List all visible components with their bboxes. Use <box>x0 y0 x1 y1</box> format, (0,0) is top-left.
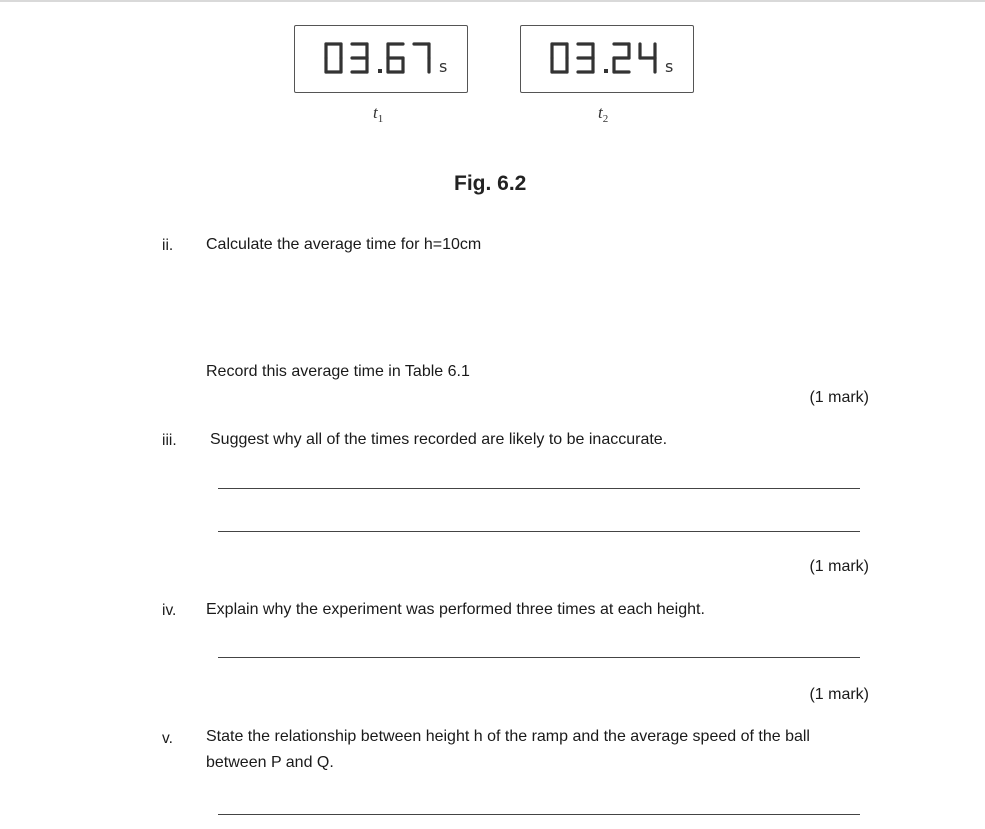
marks-iv: (1 mark) <box>809 686 869 703</box>
display-digit <box>614 44 629 72</box>
display-digit <box>378 69 382 73</box>
question-number-ii: ii. <box>162 237 174 254</box>
display-unit: s <box>439 57 448 76</box>
question-number-iv: iv. <box>162 602 177 619</box>
question-number-iii: iii. <box>162 432 177 449</box>
answer-line[interactable] <box>218 657 860 658</box>
display-digits-t1 <box>295 26 469 94</box>
label-t2 <box>598 103 608 125</box>
figure-caption: Fig. 6.2 <box>454 172 527 195</box>
display-digit <box>640 44 655 72</box>
page-top-border <box>0 0 985 2</box>
display-digit <box>604 69 608 73</box>
answer-line[interactable] <box>218 488 860 489</box>
display-digit <box>552 44 567 72</box>
display-digit <box>326 44 341 72</box>
question-text-iv: Explain why the experiment was performed three times at each height. <box>206 601 705 618</box>
question-number-v: v. <box>162 730 173 747</box>
label-t1-sub: 1 <box>377 113 384 125</box>
display-digit <box>414 44 429 72</box>
display-digit <box>578 44 593 72</box>
marks-ii: (1 mark) <box>809 389 869 406</box>
marks-iii: (1 mark) <box>809 558 869 575</box>
display-unit: s <box>665 57 674 76</box>
question-text-ii: Calculate the average time for h=10cm <box>206 236 482 253</box>
stopwatch-display-t1 <box>294 25 468 93</box>
display-digit <box>388 44 403 72</box>
question-text-v-line1: State the relationship between height h of the ramp and the average speed of the ball <box>206 728 810 745</box>
question-text-v-line2: between P and Q. <box>206 754 334 771</box>
display-digits-t2 <box>521 26 695 94</box>
label-t2-sub: 2 <box>602 113 609 125</box>
label-t1 <box>373 103 383 125</box>
label-t2-var: t <box>598 103 603 122</box>
question-text-iii: Suggest why all of the times recorded are likely to be inaccurate. <box>210 431 668 448</box>
answer-line[interactable] <box>218 531 860 532</box>
label-t1-var: t <box>373 103 378 122</box>
stopwatch-display-t2 <box>520 25 694 93</box>
answer-line[interactable] <box>218 814 860 815</box>
display-digit <box>352 44 367 72</box>
question-instruction-ii: Record this average time in Table 6.1 <box>206 363 470 380</box>
